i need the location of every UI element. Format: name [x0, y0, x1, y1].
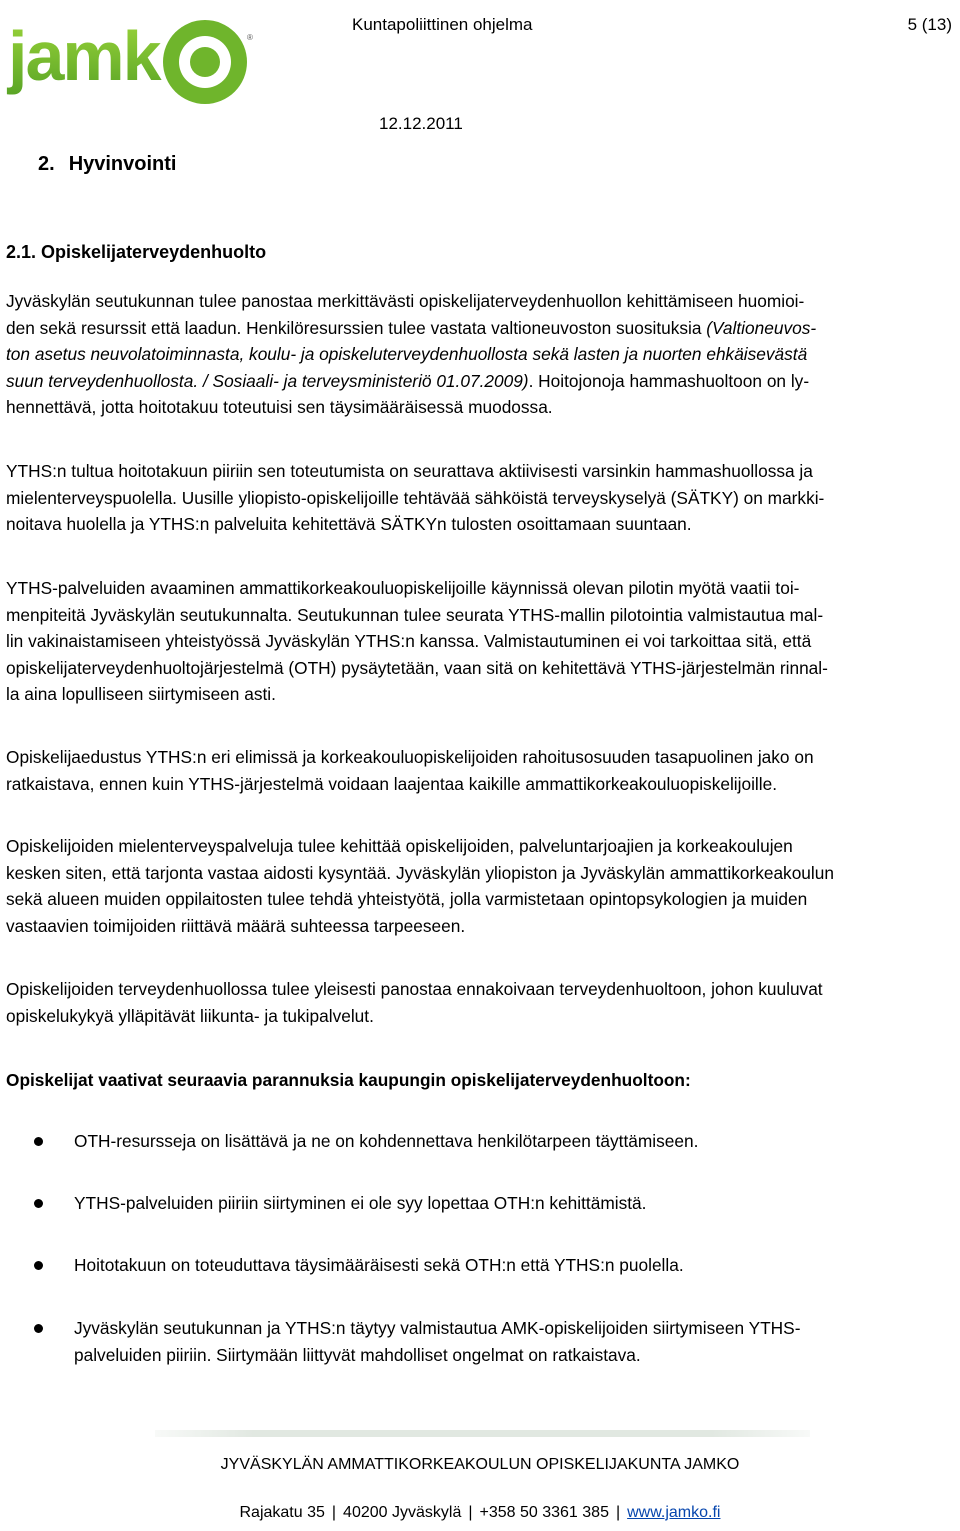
- text-line: Jyväskylän seutukunnan tulee panostaa merkittävästi opiskelijaterveydenhuollon kehittämiseen huomioi-: [6, 291, 805, 311]
- text-span: den sekä resurssit että laadun. Henkilöresurssien tulee vastata valtioneuvoston suosituksia: [6, 317, 707, 338]
- footer-separator: |: [615, 1504, 621, 1521]
- page-indicator: 5 (13): [907, 15, 952, 34]
- text-line: vastaavien toimijoiden riittävä määrä suhteessa tarpeeseen.: [6, 915, 466, 936]
- text-line: palveluiden piiriin. Siirtymään liittyvät mahdolliset ongelmat on ratkaistava.: [74, 1344, 641, 1365]
- paragraph-6: [6, 976, 956, 1029]
- bullet-dot-icon: [34, 1199, 43, 1208]
- list-item-text: [74, 1190, 914, 1217]
- text-line: OTH-resursseja on lisättävä ja ne on kohdennettava henkilötarpeen täyttämiseen.: [74, 1131, 699, 1151]
- paragraph-5: [6, 833, 956, 939]
- section-number: 2.: [38, 153, 55, 175]
- paragraph-1: [6, 288, 956, 421]
- section-title: Hyvinvointi: [68, 153, 177, 175]
- text-line: hennettävä, jotta hoitotakuu toteutuisi sen täysimääräisessä muodossa.: [6, 397, 553, 418]
- text-line: mielenterveyspuolella. Uusille yliopisto-opiskelijoille tehtävää sähköistä terveyskyselyä (SÄTKY) on markki-: [6, 487, 825, 508]
- footer-city: 40200 Jyväskylä: [343, 1504, 462, 1521]
- bullet-dot-icon: [34, 1261, 43, 1270]
- document-title: Kuntapoliittinen ohjelma: [352, 15, 533, 34]
- jamko-logo: [0, 0, 262, 128]
- footer-separator: |: [331, 1504, 337, 1521]
- bullet-dot-icon: [34, 1324, 43, 1333]
- subsection-heading: 2.1. Opiskelijaterveydenhuolto: [6, 242, 267, 262]
- text-line: kesken siten, että tarjonta vastaa aidosti kysyntää. Jyväskylän yliopiston ja Jyväskylän ammattikorkeakoulun: [6, 862, 834, 883]
- paragraph-3: [6, 575, 956, 708]
- demands-heading: Opiskelijat vaativat seuraavia parannuksia kaupungin opiskelijaterveydenhuoltoon:: [6, 1070, 691, 1090]
- paragraph-4: [6, 744, 956, 797]
- text-line: YTHS-palveluiden avaaminen ammattikorkeakouluopiskelijoille käynnissä olevan pilotin myötä vaatii toi-: [6, 578, 800, 598]
- footer-phone: +358 50 3361 385: [479, 1504, 609, 1521]
- text-line: opiskelijaterveydenhuoltojärjestelmä (OTH) pysäytetään, vaan sitä on kehitettävä YTHS-järjestelmän rinnal-: [6, 657, 828, 678]
- list-item-text: [74, 1128, 914, 1155]
- text-line: [6, 315, 956, 342]
- footer-website-link[interactable]: www.jamko.fi: [627, 1504, 721, 1521]
- paragraph-2: [6, 458, 956, 538]
- text-line: YTHS-palveluiden piiriin siirtyminen ei ole syy lopettaa OTH:n kehittämistä.: [74, 1193, 647, 1213]
- text-line: Hoitotakuun on toteuduttava täysimääräisesti sekä OTH:n että YTHS:n puolella.: [74, 1255, 684, 1275]
- footer-contact: [0, 1502, 960, 1524]
- footer-separator: |: [468, 1504, 473, 1521]
- text-line: Opiskelijoiden mielenterveyspalveluja tulee kehittää opiskelijoiden, palveluntarjoajien ja korkeakoulujen: [6, 836, 793, 856]
- text-line: lin vakinaistamiseen yhteistyössä Jyväskylän YTHS:n kanssa. Valmistautuminen ei voi tarkoittaa sitä, että: [6, 631, 812, 652]
- footer-organization: JYVÄSKYLÄN AMMATTIKORKEAKOULUN OPISKELIJAKUNTA JAMKO: [220, 1456, 740, 1473]
- text-line: noitava huolella ja YTHS:n palveluita kehitettävä SÄTKYn tulosten osoittamaan suuntaan.: [6, 514, 692, 535]
- text-span: . Hoitojonoja hammashuoltoon on ly-: [528, 370, 810, 391]
- text-line: la aina lopulliseen siirtymiseen asti.: [6, 684, 276, 705]
- list-item-text: [74, 1252, 914, 1279]
- footer-divider: [155, 1430, 810, 1437]
- text-line: opiskelukykyä ylläpitävät liikunta- ja tukipalvelut.: [6, 1005, 374, 1026]
- text-line: YTHS:n tultua hoitotakuun piiriin sen toteutumista on seurattava aktiivisesti varsinkin hammashuollossa ja: [6, 461, 813, 481]
- text-line: Jyväskylän seutukunnan ja YTHS:n täytyy valmistautua AMK-opiskelijoiden siirtymiseen YTHS-: [74, 1318, 801, 1338]
- svg-text:®: ®: [247, 33, 253, 42]
- list-item-text: [74, 1315, 914, 1368]
- italic-span: ton asetus neuvolatoiminnasta, koulu- ja opiskeluterveydenhuollosta sekä lasten ja nuorten ehkäisevästä: [6, 344, 808, 365]
- footer-address: Rajakatu 35: [239, 1504, 325, 1521]
- text-line: [6, 341, 956, 368]
- text-line: Opiskelijoiden terveydenhuollossa tulee yleisesti panostaa ennakoivaan terveydenhuoltoon, johon kuuluvat: [6, 979, 823, 999]
- text-line: sekä alueen muiden oppilaitosten tulee tehdä yhteistyötä, jolla varmistetaan opintopsykologien ja muiden: [6, 889, 808, 910]
- section-heading: [38, 151, 176, 177]
- italic-span: (Valtioneuvos-: [706, 317, 817, 338]
- document-date: 12.12.2011: [379, 114, 463, 133]
- text-line: ratkaistava, ennen kuin YTHS-järjestelmä voidaan laajentaa kaikille ammattikorkeakouluopiskelijoille.: [6, 773, 778, 794]
- bullet-dot-icon: [34, 1137, 43, 1146]
- italic-span: suun terveydenhuollosta. / Sosiaali- ja terveysministeriö 01.07.2009): [6, 370, 529, 391]
- text-line: [6, 368, 956, 395]
- logo-text: jamk: [8, 17, 160, 95]
- text-line: menpiteitä Jyväskylän seutukunnalta. Seutukunnan tulee seurata YTHS-mallin pilotointia valmistautua mal-: [6, 604, 824, 625]
- text-line: Opiskelijaedustus YTHS:n eri elimissä ja korkeakouluopiskelijoiden rahoitusosuuden tasapuolinen jako on: [6, 747, 814, 767]
